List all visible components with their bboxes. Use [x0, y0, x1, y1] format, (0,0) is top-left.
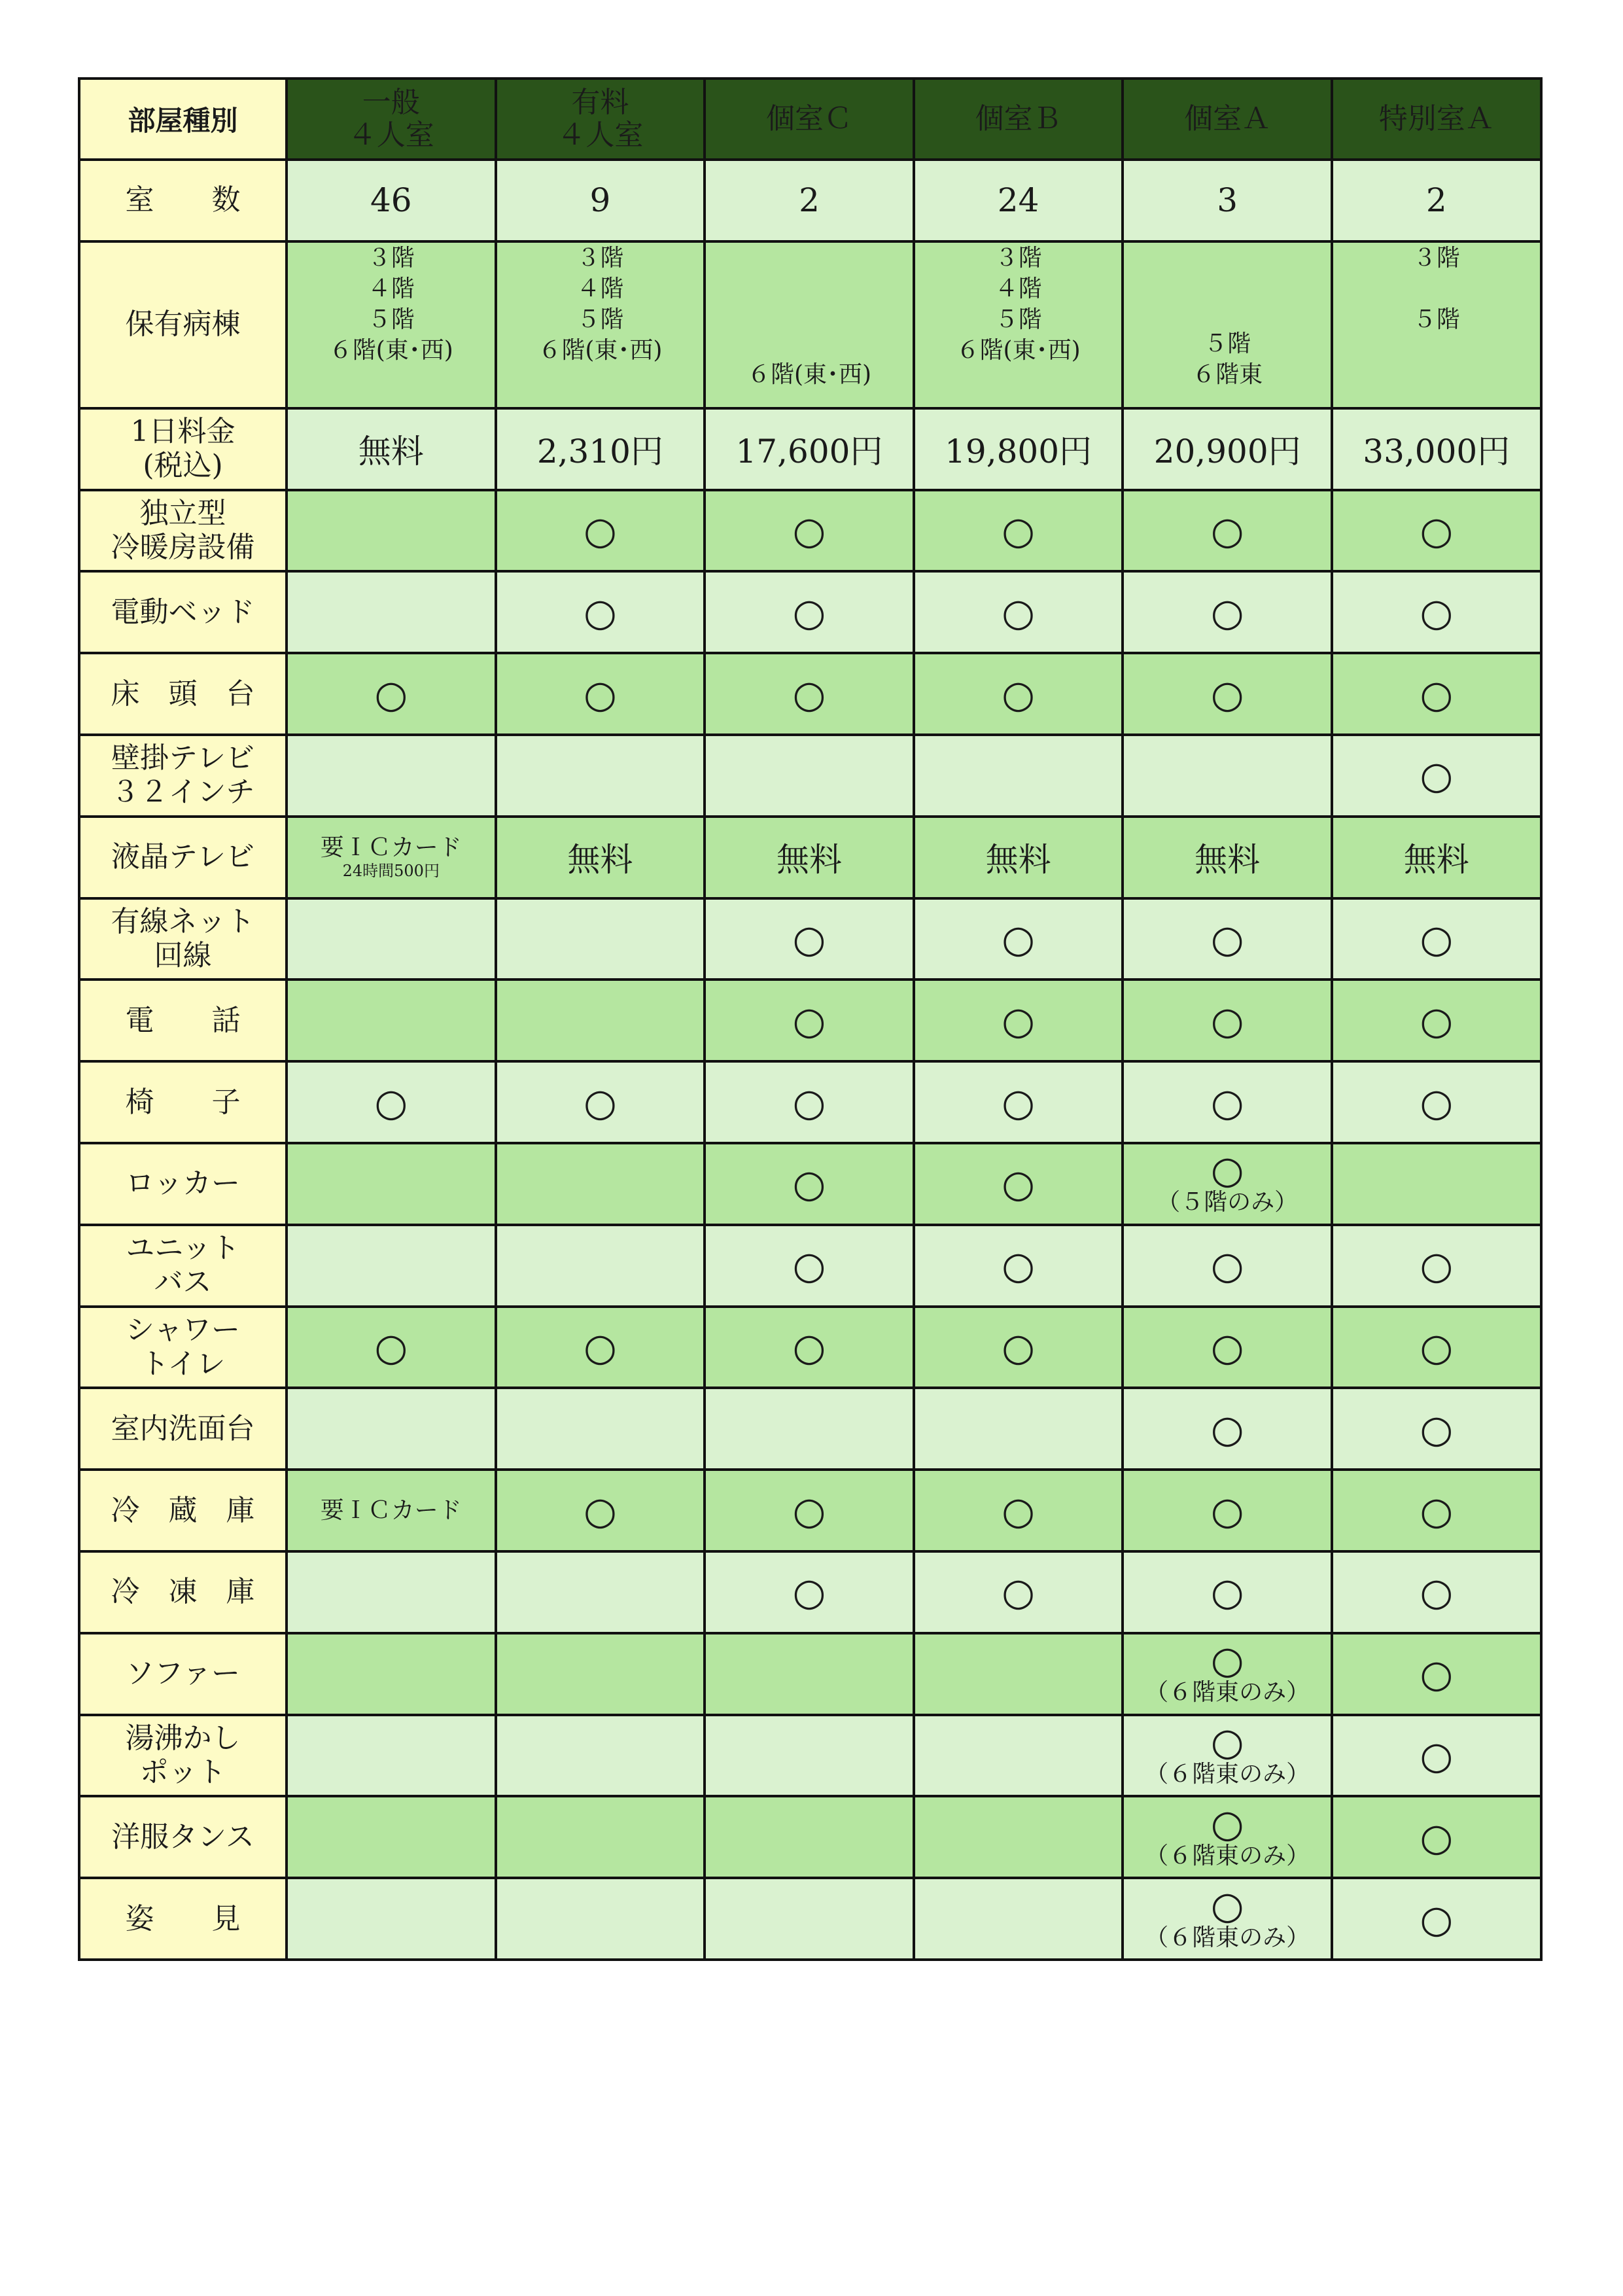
table-cell [914, 1796, 1123, 1878]
table-row [79, 1633, 1541, 1715]
row-label-text: 冷 凍 庫 [111, 1575, 255, 1609]
table-cell [287, 817, 496, 898]
cell-value: 無料 [985, 841, 1051, 879]
table-cell [705, 735, 914, 817]
table-cell [914, 490, 1123, 572]
available-mark: ○ [1210, 1406, 1244, 1451]
table-row [79, 1551, 1541, 1633]
table-cell [1123, 1878, 1332, 1960]
table-row [79, 1307, 1541, 1388]
row-label-text: ロッカー [125, 1167, 241, 1201]
row-label [79, 1796, 287, 1878]
available-mark: ○ [584, 1488, 617, 1533]
table-cell [1332, 241, 1541, 408]
row-label [79, 1388, 287, 1470]
table-cell [496, 408, 705, 490]
available-mark: ○ [792, 1570, 826, 1615]
available-mark: ○ [1420, 1080, 1454, 1125]
table-cell [705, 898, 914, 980]
available-mark: ○ [1002, 1080, 1035, 1125]
available-mark: ○ [1210, 1243, 1244, 1288]
table-cell [496, 1878, 705, 1960]
table-cell [1332, 490, 1541, 572]
table-cell [1123, 490, 1332, 572]
available-mark: ○ [1210, 1148, 1244, 1193]
table-cell [914, 1633, 1123, 1715]
table-cell [914, 1388, 1123, 1470]
table-row [79, 241, 1541, 408]
floor-restriction-note: （６階東のみ） [1145, 1924, 1310, 1951]
table-cell [287, 1470, 496, 1551]
table-cell [287, 1551, 496, 1633]
table-cell [914, 1470, 1123, 1551]
column-header: 個室Ｃ [705, 79, 914, 160]
table-row [79, 1796, 1541, 1878]
table-cell [1123, 571, 1332, 653]
table-cell [705, 1225, 914, 1307]
table-cell [914, 980, 1123, 1061]
table-cell [705, 1143, 914, 1225]
table-cell [1123, 1388, 1332, 1470]
table-cell [705, 1061, 914, 1143]
row-label-text: ユニット バス [126, 1231, 240, 1299]
row-label [79, 1633, 287, 1715]
row-label [79, 653, 287, 735]
cell-value: 24 [997, 181, 1039, 220]
row-label-text: 床 頭 台 [111, 677, 255, 711]
cell-value: 46 [370, 181, 412, 220]
table-cell [914, 160, 1123, 241]
row-label [79, 898, 287, 980]
row-label [79, 1551, 287, 1633]
available-mark: ○ [1420, 1814, 1454, 1860]
cell-value: 無料 [1403, 841, 1469, 879]
row-label-text: 洋服タンス [111, 1820, 254, 1854]
row-label-text: 電動ベッド [111, 595, 255, 629]
available-mark: ○ [1002, 1161, 1035, 1207]
table-row [79, 1225, 1541, 1307]
table-cell [287, 980, 496, 1061]
available-mark: ○ [1210, 998, 1244, 1043]
cell-value: 2 [1425, 181, 1447, 220]
row-label [79, 490, 287, 572]
available-mark: ○ [1210, 1080, 1244, 1125]
table-cell [287, 735, 496, 817]
available-mark: ○ [1420, 1406, 1454, 1451]
table-cell [496, 1143, 705, 1225]
cell-value: 2 [799, 181, 820, 220]
table-cell [496, 653, 705, 735]
table-cell [496, 1388, 705, 1470]
table-cell [705, 817, 914, 898]
row-label [79, 1143, 287, 1225]
table-cell [705, 1878, 914, 1960]
row-label-text: 冷 蔵 庫 [111, 1493, 255, 1527]
available-mark: ○ [792, 671, 826, 716]
table-cell [496, 1061, 705, 1143]
row-label [79, 1307, 287, 1388]
available-mark: ○ [1002, 590, 1035, 635]
table-cell [1332, 980, 1541, 1061]
available-mark: ○ [1420, 590, 1454, 635]
table-cell [287, 1796, 496, 1878]
table-cell [1332, 1061, 1541, 1143]
room-type-table [78, 77, 1543, 1961]
available-mark: ○ [1210, 1719, 1244, 1764]
row-label [79, 408, 287, 490]
cell-value: 9 [589, 181, 611, 220]
row-label [79, 1470, 287, 1551]
table-cell [1332, 653, 1541, 735]
table-cell [914, 1551, 1123, 1633]
table-cell [705, 1796, 914, 1878]
table-cell [496, 1715, 705, 1797]
row-label-text: 独立型 冷暖房設備 [111, 496, 255, 564]
floor-list: ３階 ５階 [1412, 244, 1460, 333]
table-cell [287, 1225, 496, 1307]
row-label-text: 有線ネット 回線 [111, 904, 255, 972]
available-mark: ○ [1210, 1801, 1244, 1846]
table-cell [287, 571, 496, 653]
table-cell [914, 1143, 1123, 1225]
available-mark: ○ [584, 508, 617, 553]
row-label [79, 1715, 287, 1797]
table-cell [914, 1878, 1123, 1960]
available-mark: ○ [1420, 671, 1454, 716]
table-cell [1123, 1061, 1332, 1143]
column-header: 個室Ｂ [914, 79, 1123, 160]
table-cell [914, 408, 1123, 490]
table-cell [705, 653, 914, 735]
available-mark: ○ [1420, 508, 1454, 553]
table-cell [705, 980, 914, 1061]
table-cell [1332, 1470, 1541, 1551]
table-cell [1332, 1307, 1541, 1388]
row-label-text: 湯沸かし ポット [125, 1721, 241, 1789]
table-row [79, 1388, 1541, 1470]
available-mark: ○ [584, 671, 617, 716]
available-mark: ○ [792, 998, 826, 1043]
row-label-text: 姿 見 [125, 1901, 241, 1935]
table-cell [705, 1715, 914, 1797]
row-label [79, 980, 287, 1061]
table-cell [287, 898, 496, 980]
table-row [79, 1878, 1541, 1960]
table-cell [1123, 817, 1332, 898]
table-cell [705, 1388, 914, 1470]
available-mark: ○ [1420, 1733, 1454, 1778]
available-mark: ○ [1420, 916, 1454, 961]
available-mark: ○ [1210, 508, 1244, 553]
available-mark: ○ [1002, 1243, 1035, 1288]
available-mark: ○ [1420, 1243, 1454, 1288]
table-cell [1123, 980, 1332, 1061]
floor-list: ３階 ４階 ５階 ６階(東･西) [538, 244, 663, 364]
row-label [79, 160, 287, 241]
table-cell [287, 1633, 496, 1715]
daily-price: 17,600円 [735, 433, 883, 471]
table-cell [287, 1388, 496, 1470]
table-cell [496, 1551, 705, 1633]
table-cell [287, 653, 496, 735]
available-mark: ○ [1002, 671, 1035, 716]
table-cell [705, 160, 914, 241]
table-cell [1123, 1470, 1332, 1551]
table-row [79, 408, 1541, 490]
table-cell [705, 490, 914, 572]
available-mark: ○ [374, 1324, 408, 1369]
table-cell [496, 241, 705, 408]
available-mark: ○ [1210, 1638, 1244, 1683]
table-cell [1332, 160, 1541, 241]
ic-card-note: 要ＩＣカード [320, 1496, 462, 1524]
available-mark: ○ [792, 1324, 826, 1369]
table-cell [705, 408, 914, 490]
table-cell [1332, 1388, 1541, 1470]
available-mark: ○ [1002, 1488, 1035, 1533]
table-cell [496, 160, 705, 241]
table-cell [1332, 1796, 1541, 1878]
table-cell [287, 1143, 496, 1225]
available-mark: ○ [1002, 998, 1035, 1043]
table-cell [287, 1715, 496, 1797]
table-cell [1123, 1551, 1332, 1633]
daily-price: 19,800円 [945, 433, 1092, 471]
table-cell [1123, 1715, 1332, 1797]
available-mark: ○ [1002, 508, 1035, 553]
table-row [79, 490, 1541, 572]
tv-fee-note: 24時間500円 [342, 862, 440, 881]
header-row [79, 79, 1541, 160]
table-cell [1123, 241, 1332, 408]
table-cell [496, 490, 705, 572]
table-cell [914, 735, 1123, 817]
row-label-text: 1日料金 (税込) [130, 415, 236, 483]
available-mark: ○ [792, 1488, 826, 1533]
table-cell [705, 1307, 914, 1388]
table-body [79, 160, 1541, 1960]
table-cell [1332, 1633, 1541, 1715]
table-row [79, 571, 1541, 653]
column-header: 個室Ａ [1123, 79, 1332, 160]
table-cell [914, 898, 1123, 980]
row-label-text: シャワー トイレ [125, 1313, 241, 1381]
table-cell [1332, 735, 1541, 817]
available-mark: ○ [374, 671, 408, 716]
row-label-text: ソファー [125, 1657, 241, 1691]
table-row [79, 735, 1541, 817]
table-cell [496, 1633, 705, 1715]
table-row [79, 817, 1541, 898]
cell-value: 無料 [1195, 841, 1261, 879]
table-cell [496, 571, 705, 653]
floor-restriction-note: （５階のみ） [1157, 1189, 1299, 1216]
available-mark: ○ [1210, 590, 1244, 635]
row-label-text: 壁掛テレビ ３２インチ [111, 741, 255, 809]
table-cell [287, 1878, 496, 1960]
table-row [79, 1470, 1541, 1551]
room-type-header: 部屋種別 [79, 79, 287, 160]
cell-value: 無料 [567, 841, 633, 879]
table-cell [705, 571, 914, 653]
available-mark: ○ [1420, 1570, 1454, 1615]
available-mark: ○ [1210, 1488, 1244, 1533]
available-mark: ○ [584, 1324, 617, 1369]
available-mark: ○ [1420, 753, 1454, 798]
row-label [79, 1225, 287, 1307]
row-label-text: 室 数 [125, 183, 241, 217]
available-mark: ○ [1420, 1324, 1454, 1369]
table-cell [496, 980, 705, 1061]
table-cell [287, 1061, 496, 1143]
table-cell [496, 1470, 705, 1551]
available-mark: ○ [1420, 1651, 1454, 1697]
table-cell [287, 1307, 496, 1388]
table-cell [914, 571, 1123, 653]
table-cell [496, 898, 705, 980]
table-row [79, 1715, 1541, 1797]
floor-restriction-note: （６階東のみ） [1145, 1679, 1310, 1706]
table-cell [1332, 1225, 1541, 1307]
floor-list: ５階 ６階東 [1192, 330, 1263, 388]
available-mark: ○ [792, 508, 826, 553]
available-mark: ○ [1420, 998, 1454, 1043]
available-mark: ○ [1210, 671, 1244, 716]
row-label [79, 735, 287, 817]
table-cell [496, 1307, 705, 1388]
table-cell [287, 241, 496, 408]
available-mark: ○ [792, 1080, 826, 1125]
available-mark: ○ [792, 590, 826, 635]
table-cell [1123, 1143, 1332, 1225]
floor-restriction-note: （６階東のみ） [1145, 1842, 1310, 1869]
table-cell [1332, 898, 1541, 980]
available-mark: ○ [1420, 1896, 1454, 1941]
daily-price: 33,000円 [1363, 433, 1510, 471]
table-cell [914, 653, 1123, 735]
available-mark: ○ [1210, 916, 1244, 961]
available-mark: ○ [1210, 1570, 1244, 1615]
available-mark: ○ [792, 1243, 826, 1288]
available-mark: ○ [1002, 1324, 1035, 1369]
available-mark: ○ [792, 916, 826, 961]
table-row [79, 653, 1541, 735]
table-cell [1123, 653, 1332, 735]
floor-restriction-note: （６階東のみ） [1145, 1760, 1310, 1788]
table-cell [1332, 1143, 1541, 1225]
table-cell [914, 241, 1123, 408]
column-header: 有料 ４人室 [496, 79, 705, 160]
table-cell [1332, 1551, 1541, 1633]
daily-price: 無料 [358, 433, 424, 471]
table-row [79, 1061, 1541, 1143]
daily-price: 20,900円 [1153, 433, 1301, 471]
daily-price: 2,310円 [536, 433, 663, 471]
table-cell [705, 1633, 914, 1715]
available-mark: ○ [584, 1080, 617, 1125]
table-cell [914, 1061, 1123, 1143]
row-label [79, 817, 287, 898]
table-cell [496, 735, 705, 817]
table-cell [705, 241, 914, 408]
row-label [79, 571, 287, 653]
table-cell [287, 160, 496, 241]
floor-list: ６階(東･西) [746, 361, 872, 388]
table-cell [1123, 1225, 1332, 1307]
table-cell [914, 1307, 1123, 1388]
table-cell [496, 1225, 705, 1307]
available-mark: ○ [374, 1080, 408, 1125]
row-label-text: 電 話 [125, 1003, 241, 1037]
ic-card-note: 要ＩＣカード [320, 834, 462, 862]
table-row [79, 1143, 1541, 1225]
row-label [79, 1878, 287, 1960]
table-cell [914, 1225, 1123, 1307]
available-mark: ○ [1002, 1570, 1035, 1615]
table-cell [1123, 1796, 1332, 1878]
available-mark: ○ [1210, 1882, 1244, 1928]
table-cell [914, 817, 1123, 898]
row-label-text: 椅 子 [125, 1085, 241, 1119]
row-label-text: 保有病棟 [125, 308, 241, 342]
available-mark: ○ [1210, 1324, 1244, 1369]
table-cell [1123, 408, 1332, 490]
table-cell [914, 1715, 1123, 1797]
table-cell [287, 490, 496, 572]
table-row [79, 898, 1541, 980]
cell-value: 無料 [776, 841, 842, 879]
floor-list: ３階 ４階 ５階 ６階(東･西) [328, 244, 453, 364]
table-cell [1123, 1307, 1332, 1388]
available-mark: ○ [1002, 916, 1035, 961]
row-label-text: 室内洗面台 [111, 1411, 255, 1445]
row-label [79, 1061, 287, 1143]
row-label-text: 液晶テレビ [111, 840, 255, 874]
available-mark: ○ [584, 590, 617, 635]
row-label [79, 241, 287, 408]
table-cell [1123, 898, 1332, 980]
table-cell [1123, 160, 1332, 241]
table-cell [705, 1470, 914, 1551]
column-header: 一般 ４人室 [287, 79, 496, 160]
table-cell [1123, 735, 1332, 817]
table-row [79, 980, 1541, 1061]
table-cell [1123, 1633, 1332, 1715]
table-cell [1332, 408, 1541, 490]
table-row [79, 160, 1541, 241]
floor-list: ３階 ４階 ５階 ６階(東･西) [956, 244, 1081, 364]
table-cell [1332, 571, 1541, 653]
table-cell [1332, 817, 1541, 898]
table-cell [1332, 1715, 1541, 1797]
table-cell [705, 1551, 914, 1633]
available-mark: ○ [1420, 1488, 1454, 1533]
column-header: 特別室Ａ [1332, 79, 1541, 160]
table-cell [496, 817, 705, 898]
available-mark: ○ [792, 1161, 826, 1207]
table-cell [496, 1796, 705, 1878]
table-cell [287, 408, 496, 490]
table-cell [1332, 1878, 1541, 1960]
cell-value: 3 [1217, 181, 1238, 220]
